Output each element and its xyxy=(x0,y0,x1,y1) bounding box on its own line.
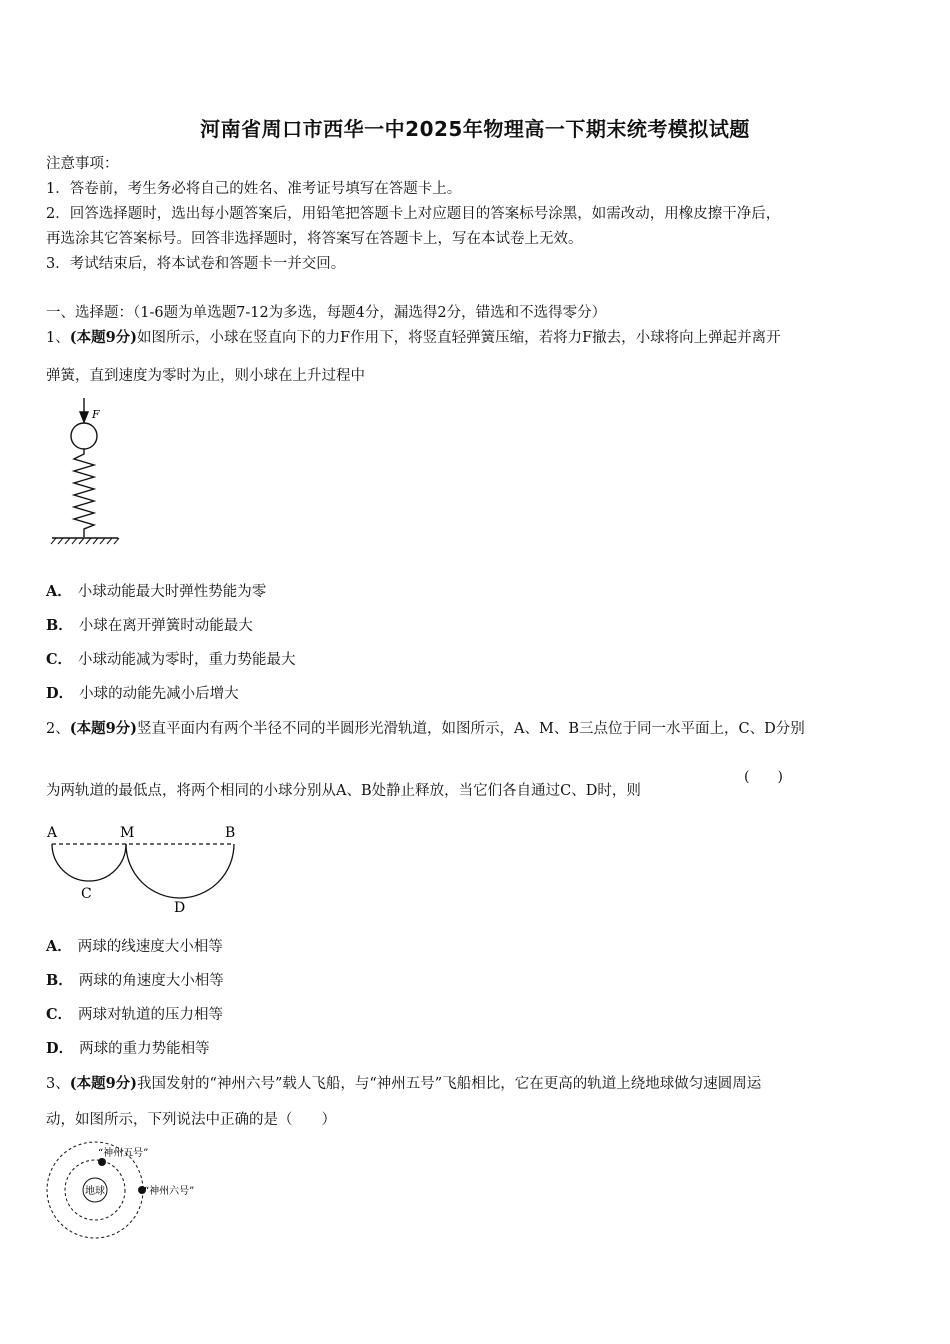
option-b: B． 小球在离开弹簧时动能最大 xyxy=(46,617,253,634)
force-arrow-head xyxy=(80,412,88,422)
spring-ball-figure xyxy=(46,396,126,548)
large-semicircle-track xyxy=(126,844,234,898)
shenzhou-5-dot xyxy=(98,1158,106,1166)
question-1-line-1 xyxy=(46,326,781,347)
question-number: 2、 xyxy=(46,721,70,737)
question-stem: 我国发射的“神州六号”载人飞船，与“神州五号”飞船相比，它在更高的轨道上绕地球做匀速圆周运 xyxy=(137,1076,762,1092)
ball xyxy=(71,423,97,449)
question-3-line-1 xyxy=(46,1072,761,1093)
label-c: C xyxy=(81,886,92,902)
label-a: A xyxy=(47,825,58,841)
ground-hatch xyxy=(51,538,119,544)
shenzhou-5-label: “神州五号” xyxy=(98,1148,149,1159)
notice-item-1: 1．答卷前，考生务必将自己的姓名、准考证号填写在答题卡上。 xyxy=(46,181,462,197)
question-points: (本题9分) xyxy=(69,1075,138,1092)
notice-item-3: 3．考试结束后，将本试卷和答题卡一并交回。 xyxy=(46,256,346,272)
earth-label: 地球 xyxy=(85,1186,105,1197)
question-stem: 如图所示，小球在竖直向下的力F作用下，将竖直轻弹簧压缩，若将力F撤去，小球将向上弹起并离开 xyxy=(137,330,781,346)
label-b: B xyxy=(225,825,236,841)
question-points: (本题9分) xyxy=(69,329,138,346)
option-a: A． 小球动能最大时弹性势能为零 xyxy=(46,583,267,600)
option-c: C． 小球动能减为零时，重力势能最大 xyxy=(46,651,296,668)
section-heading: 一、选择题：（1-6题为单选题7-12为多选，每题4分，漏选得2分，错选和不选得零分） xyxy=(46,305,607,321)
question-number: 1、 xyxy=(46,330,70,346)
spring-coil xyxy=(74,449,94,537)
answer-blank: ( ) xyxy=(744,769,783,785)
option-b: B． 两球的角速度大小相等 xyxy=(46,972,224,989)
small-semicircle-track xyxy=(52,844,126,881)
option-a: A． 两球的线速度大小相等 xyxy=(46,938,223,955)
semicircle-tracks-figure xyxy=(44,820,244,916)
label-m: M xyxy=(120,825,135,841)
question-number: 3、 xyxy=(46,1076,70,1092)
question-2-line-1 xyxy=(46,717,805,738)
notice-heading: 注意事项： xyxy=(46,156,119,172)
notice-item-2: 2．回答选择题时，选出每小题答案后，用铅笔把答题卡上对应题目的答案标号涂黑，如需改动，用橡皮擦干净后， xyxy=(46,206,781,222)
orbit-figure xyxy=(44,1140,214,1240)
option-d: D． 两球的重力势能相等 xyxy=(46,1040,210,1057)
page-title: 河南省周口市西华一中2025年物理高一下期末统考模拟试题 xyxy=(200,117,750,141)
notice-item-2-cont: 再选涂其它答案标号。回答非选择题时，将答案写在答题卡上，写在本试卷上无效。 xyxy=(46,231,583,247)
question-1-line-2: 弹簧，直到速度为零时为止，则小球在上升过程中 xyxy=(46,368,365,384)
option-c: C． 两球对轨道的压力相等 xyxy=(46,1006,224,1023)
question-stem: 竖直平面内有两个半径不同的半圆形光滑轨道，如图所示，A、M、B三点位于同一水平面上，C、D分别 xyxy=(137,721,805,737)
question-points: (本题9分) xyxy=(69,720,138,737)
question-2-line-2: 为两轨道的最低点，将两个相同的小球分别从A、B处静止释放，当它们各自通过C、D时，则 xyxy=(46,783,641,799)
shenzhou-6-label: “神州六号” xyxy=(144,1186,195,1197)
option-d: D． 小球的动能先减小后增大 xyxy=(46,685,239,702)
question-3-line-2: 动，如图所示，下列说法中正确的是（ ） xyxy=(46,1112,336,1128)
force-label: F xyxy=(92,408,100,421)
label-d: D xyxy=(174,900,186,916)
